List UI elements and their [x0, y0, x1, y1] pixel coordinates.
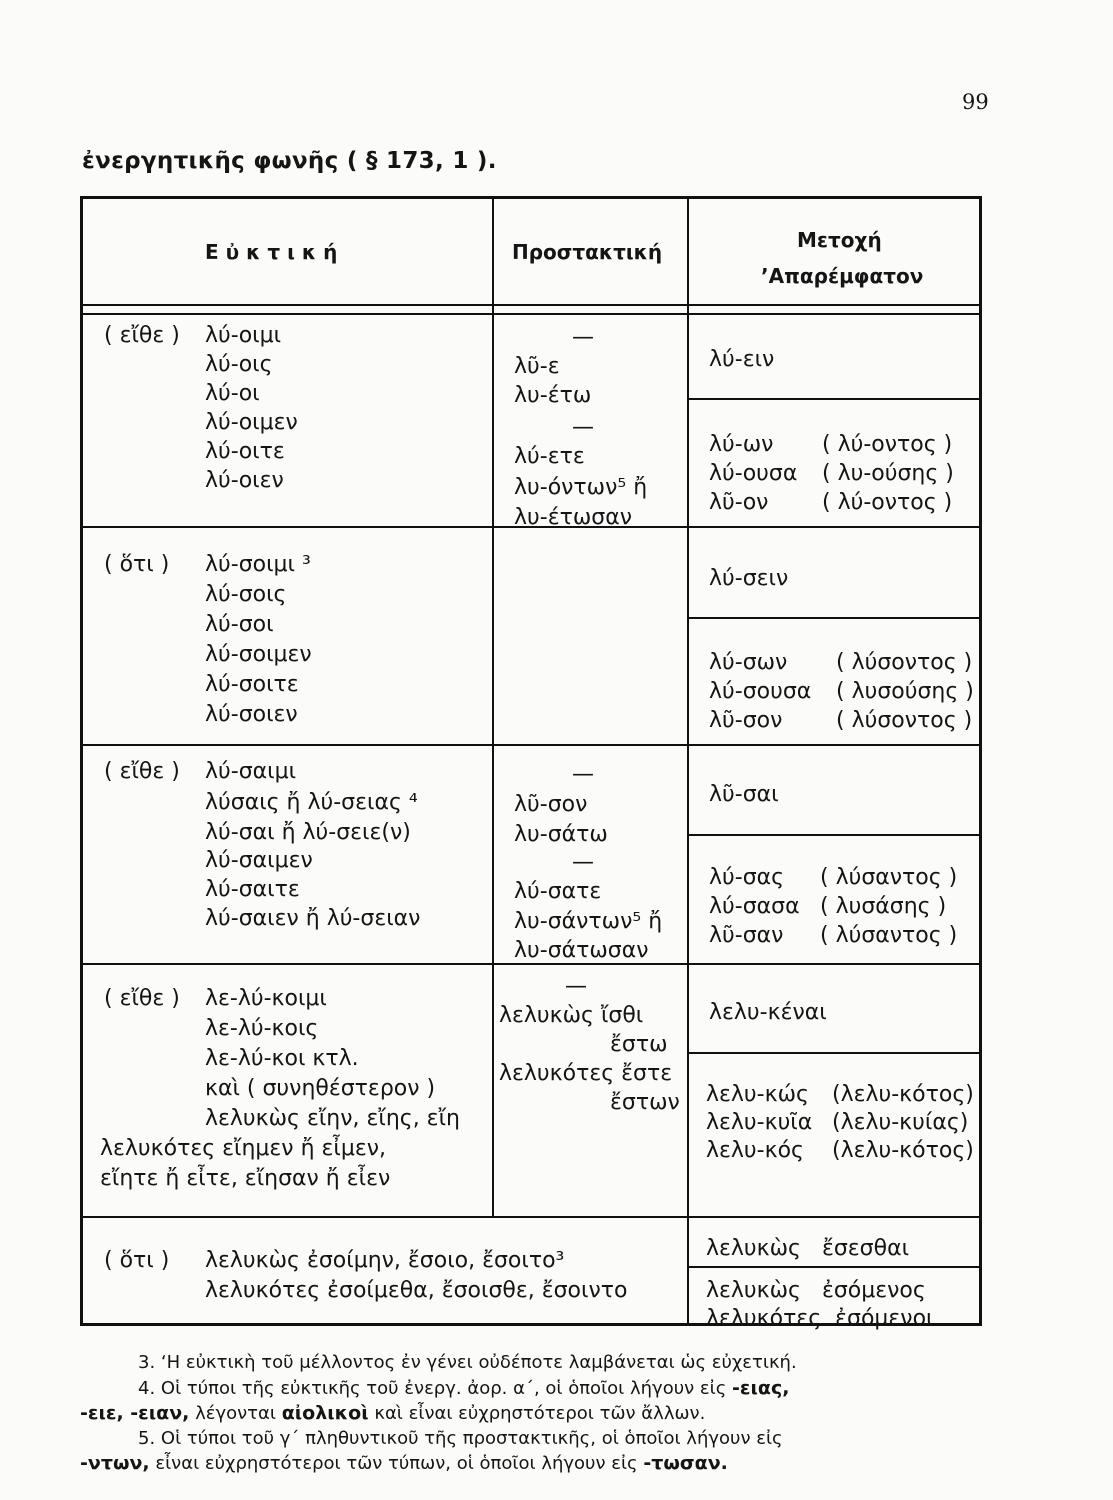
participle-form: λελυ-κώς — [706, 1082, 809, 1107]
rule-col-1 — [492, 198, 494, 1218]
imperative-form: λυ-έτω — [514, 383, 592, 408]
particle-aorist: ( εἴθε ) — [104, 759, 180, 784]
participle-form: λύ-σας — [709, 865, 785, 890]
participle-genitive: ( λυσάσης ) — [820, 894, 947, 919]
page-number: 99 — [962, 90, 989, 114]
rule-part-1 — [689, 398, 980, 400]
participle-genitive: ( λύσοντος ) — [836, 650, 973, 675]
footnote-3 — [80, 1350, 797, 1375]
footnote-ending: -ντων, — [80, 1452, 150, 1474]
imperative-form: — — [572, 415, 594, 440]
participle-form: λύ-ουσα — [709, 461, 798, 486]
imperative-form: ἔστων — [610, 1090, 680, 1115]
optative-form: λύ-σοι — [205, 612, 274, 637]
rule-part-5 — [689, 1266, 980, 1268]
imperative-form: λελυκότες ἔστε — [499, 1061, 673, 1086]
page-heading: ἐνεργητικῆς φωνῆς ( § 173, 1 ). — [82, 148, 497, 174]
optative-form: εἴητε ἤ εἶτε, εἴησαν ἤ εἶεν — [100, 1166, 391, 1191]
optative-form: λελυκότες εἴημεν ἤ εἶμεν, — [100, 1136, 387, 1161]
participle-form: λελυκότες ἐσόμενοι — [706, 1306, 934, 1331]
imperative-form: ἔστω — [610, 1032, 668, 1057]
optative-form: λύ-σοις — [205, 582, 287, 607]
footnote-4-cont — [80, 1401, 705, 1426]
col-title-infinitive: ’Απαρέμφατον — [761, 264, 924, 288]
col-title-optative: Εὐκτική — [205, 240, 345, 264]
participle-form: λῦ-σον — [709, 708, 783, 733]
imperative-form: λυ-σάντων⁵ ἤ — [514, 909, 663, 934]
optative-form: λελυκὼς ἐσοίμην, ἔσοιο, ἔσοιτο³ — [205, 1248, 565, 1273]
footnote-term: αἰολικοὶ — [281, 1402, 369, 1424]
footnote-ending: -τωσαν. — [643, 1452, 728, 1474]
particle-future-perfect: ( ὅτι ) — [104, 1248, 170, 1273]
optative-form: λε-λύ-κοι κτλ. — [205, 1046, 359, 1071]
participle-form: λύ-ων — [709, 432, 774, 457]
footnote-5 — [80, 1426, 783, 1451]
participle-form: λῦ-σαν — [709, 923, 784, 948]
particle-future: ( ὅτι ) — [104, 552, 170, 577]
rule-part-2 — [689, 617, 980, 619]
optative-form: λύ-σοιεν — [205, 702, 298, 727]
participle-genitive: ( λύ-οντος ) — [822, 432, 953, 457]
optative-form: λύ-οιμι — [205, 323, 282, 348]
participle-genitive: ( λύσαντος ) — [820, 865, 958, 890]
imperative-form: — — [572, 762, 594, 787]
imperative-form: — — [572, 850, 594, 875]
participle-form: λελυ-κός — [706, 1138, 804, 1163]
rule-part-4 — [689, 1052, 980, 1054]
optative-form: λύ-σαιμι — [205, 759, 297, 784]
imperative-form: λυ-όντων⁵ ἤ — [514, 475, 648, 500]
participle-genitive: (λελυ-κυίας) — [832, 1110, 969, 1135]
optative-form: λύ-οι — [205, 381, 260, 406]
col-title-imperative: Προστακτική — [512, 240, 663, 264]
optative-form: λύ-σαιτε — [205, 877, 300, 902]
imperative-form: — — [565, 974, 587, 999]
imperative-form: λελυκὼς ἴσθι — [499, 1003, 644, 1028]
rule-block-4 — [82, 1216, 980, 1218]
optative-form: λύ-σαιεν ἤ λύ-σειαν — [205, 906, 421, 931]
participle-form: λῦ-ον — [709, 490, 769, 515]
col-title-participle: Μετοχή — [797, 228, 882, 252]
optative-form: λελυκὼς εἴην, εἴης, εἴη — [205, 1106, 460, 1131]
participle-form: λύ-σασα — [709, 894, 800, 919]
footnote-text: λέγονται — [189, 1403, 282, 1424]
infinitive-form: λύ-ειν — [709, 347, 775, 372]
optative-form: λελυκότες ἐσοίμεθα, ἔσοισθε, ἔσοιντο — [205, 1278, 628, 1303]
imperative-form: — — [572, 325, 594, 350]
infinitive-form: λελυ-κέναι — [709, 1000, 827, 1025]
infinitive-form: λύ-σειν — [709, 566, 789, 591]
participle-genitive: ( λύσαντος ) — [820, 923, 958, 948]
footnote-ending: -ειας, — [732, 1377, 790, 1399]
particle-present: ( εἴθε ) — [104, 323, 180, 348]
optative-form: λε-λύ-κοιμι — [205, 986, 327, 1011]
participle-genitive: ( λύ-οντος ) — [822, 490, 953, 515]
imperative-form: λύ-σατε — [514, 879, 602, 904]
optative-form: λύ-οιμεν — [205, 410, 298, 435]
optative-form: καὶ ( συνηθέστερον ) — [205, 1076, 436, 1101]
optative-form: λύ-οιεν — [205, 468, 284, 493]
rule-block-2 — [82, 744, 980, 746]
rule-header-2 — [82, 313, 980, 315]
participle-genitive: ( λυσούσης ) — [836, 679, 974, 704]
optative-form: λύ-οιτε — [205, 439, 285, 464]
participle-genitive: ( λύσοντος ) — [836, 708, 973, 733]
optative-form: λύ-σοιμεν — [205, 642, 312, 667]
footnote-text: 3. ‘Η εὐκτικὴ τοῦ μέλλοντος ἐν γένει οὐδέποτε λαμβάνεται ὡς εὐχετική. — [138, 1352, 797, 1373]
rule-part-3 — [689, 834, 980, 836]
infinitive-form: λῦ-σαι — [709, 782, 779, 807]
participle-form: λύ-σων — [709, 650, 788, 675]
footnote-text: 5. Οἱ τύποι τοῦ γ΄ πληθυντικοῦ τῆς προστακτικῆς, οἱ ὁποῖοι λήγουν εἰς — [138, 1428, 783, 1449]
particle-perfect: ( εἴθε ) — [104, 986, 180, 1011]
footnote-text: 4. Οἱ τύποι τῆς εὐκτικῆς τοῦ ἐνεργ. ἀορ. α΄, οἱ ὁποῖοι λήγουν εἰς — [138, 1378, 727, 1399]
optative-form: λύ-σοιτε — [205, 672, 299, 697]
optative-form: λύ-σαιμεν — [205, 848, 313, 873]
optative-form: λε-λύ-κοις — [205, 1016, 319, 1041]
participle-form: λελυ-κυῖα — [706, 1110, 813, 1135]
imperative-form: λῦ-ε — [514, 354, 560, 379]
participle-genitive: (λελυ-κότος) — [832, 1082, 974, 1107]
participle-genitive: (λελυ-κότος) — [832, 1138, 974, 1163]
footnote-4 — [80, 1376, 789, 1401]
rule-col-2 — [687, 198, 689, 1324]
footnote-text: καὶ εἶναι εὐχρηστότεροι τῶν ἄλλων. — [368, 1403, 706, 1424]
footnote-text: εἶναι εὐχρηστότεροι τῶν τύπων, οἱ ὁποῖοι λήγουν εἰς — [149, 1453, 644, 1474]
optative-form: λύσαις ἤ λύ-σειας ⁴ — [205, 790, 418, 815]
imperative-form: λῦ-σον — [514, 792, 588, 817]
imperative-form: λυ-σάτωσαν — [514, 938, 649, 963]
participle-genitive: ( λυ-ούσης ) — [822, 461, 954, 486]
optative-form: λύ-οις — [205, 352, 273, 377]
imperative-form: λυ-σάτω — [514, 822, 608, 847]
optative-form: λύ-σαι ἤ λύ-σειε(ν) — [205, 820, 411, 845]
rule-header — [82, 304, 980, 306]
participle-form: λύ-σουσα — [709, 679, 812, 704]
imperative-form: λύ-ετε — [514, 444, 585, 469]
imperative-form: λυ-έτωσαν — [514, 505, 632, 530]
infinitive-form: λελυκὼς ἔσεσθαι — [706, 1236, 910, 1261]
optative-form: λύ-σοιμι ³ — [205, 552, 311, 577]
footnote-5-cont — [80, 1451, 728, 1476]
footnote-ending: -ειε, -ειαν, — [80, 1402, 190, 1424]
participle-form: λελυκὼς ἐσόμενος — [706, 1278, 926, 1303]
